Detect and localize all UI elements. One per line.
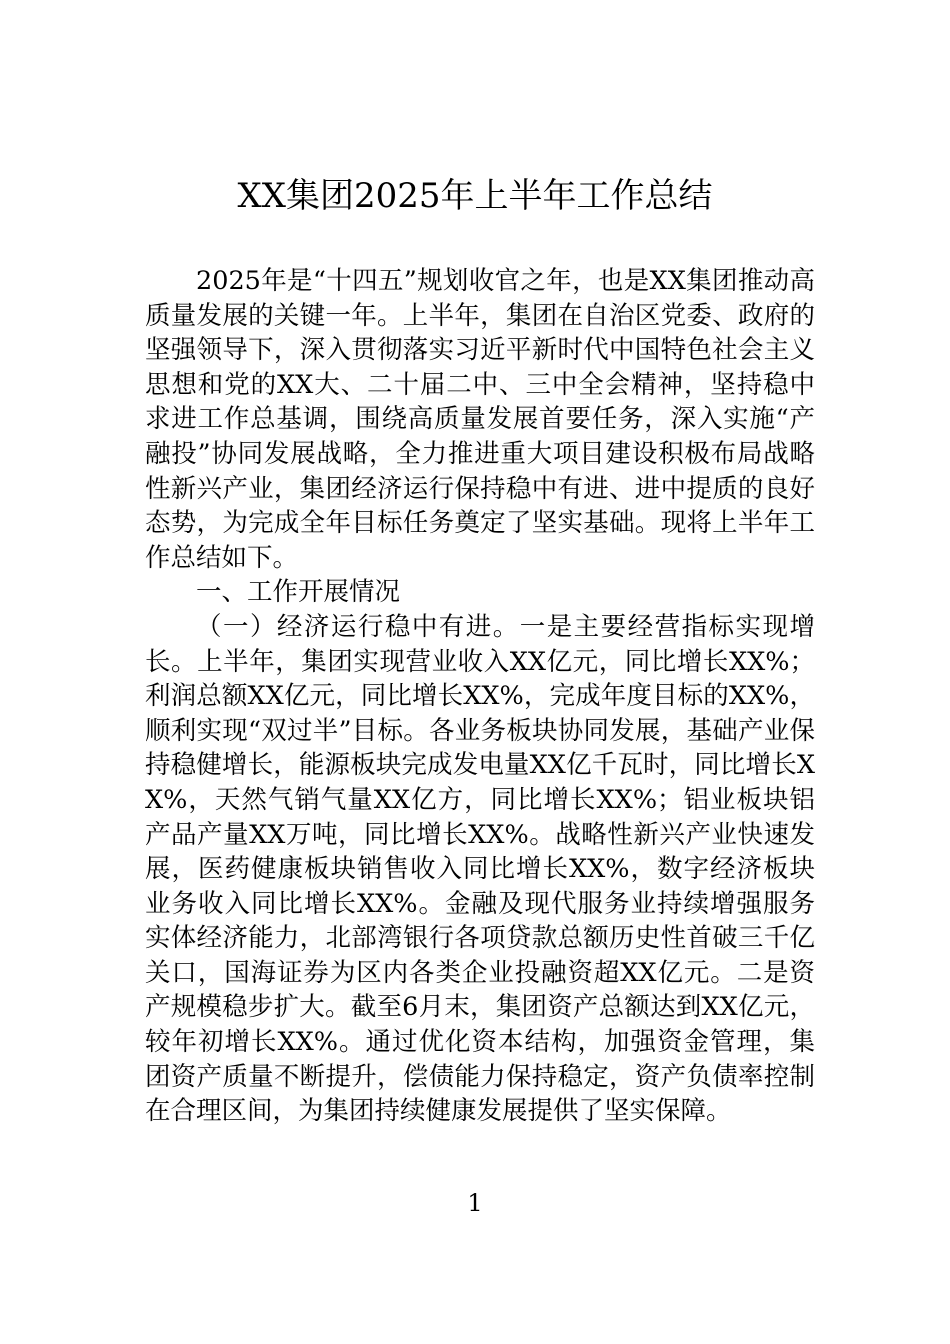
document-body bbox=[145, 264, 815, 1129]
intro-paragraph: 2025年是“十四五”规划收官之年，也是XX集团推动高质量发展的关键一年。上半年，集团在自治区党委、政府的坚强领导下，深入贯彻落实习近平新时代中国特色社会主义思想和党的XX大、二十届二中、三中全会精神，坚持稳中求进工作总基调，围绕高质量发展首要任务，深入实施“产融投”协同发展战略，全力推进重大项目建设积极布局战略性新兴产业，集团经济运行保持稳中有进、进中提质的良好态势，为完成全年目标任务奠定了坚实基础。现将上半年工作总结如下。 bbox=[145, 266, 815, 573]
page-number: 1 bbox=[467, 1189, 483, 1217]
section-paragraph: （一）经济运行稳中有进。一是主要经营指标实现增长。上半年，集团实现营业收入XX亿元，同比增长XX%；利润总额XX亿元，同比增长XX%，完成年度目标的XX%，顺利实现“双过半”目标。各业务板块协同发展，基础产业保持稳健增长，能源板块完成发电量XX亿千瓦时，同比增长XX%，天然气销气量XX亿方，同比增长XX%；铝业板块铝产品产量XX万吨，同比增长XX%。战略性新兴产业快速发展，医药健康板块销售收入同比增长XX%，数字经济板块业务收入同比增长XX%。金融及现代服务业持续增强服务实体经济能力，北部湾银行各项贷款总额历史性首破三千亿关口，国海证券为区内各类企业投融资超XX亿元。二是资产规模稳步扩大。截至6月末，集团资产总额达到XX亿元，较年初增长XX%。通过优化资本结构，加强资金管理，集团资产质量不断提升，偿债能力保持稳定，资产负债率控制在合理区间，为集团持续健康发展提供了坚实保障。 bbox=[145, 611, 815, 1127]
section-heading: 一、工作开展情况 bbox=[196, 577, 401, 608]
document-title: XX集团2025年上半年工作总结 bbox=[237, 176, 713, 216]
